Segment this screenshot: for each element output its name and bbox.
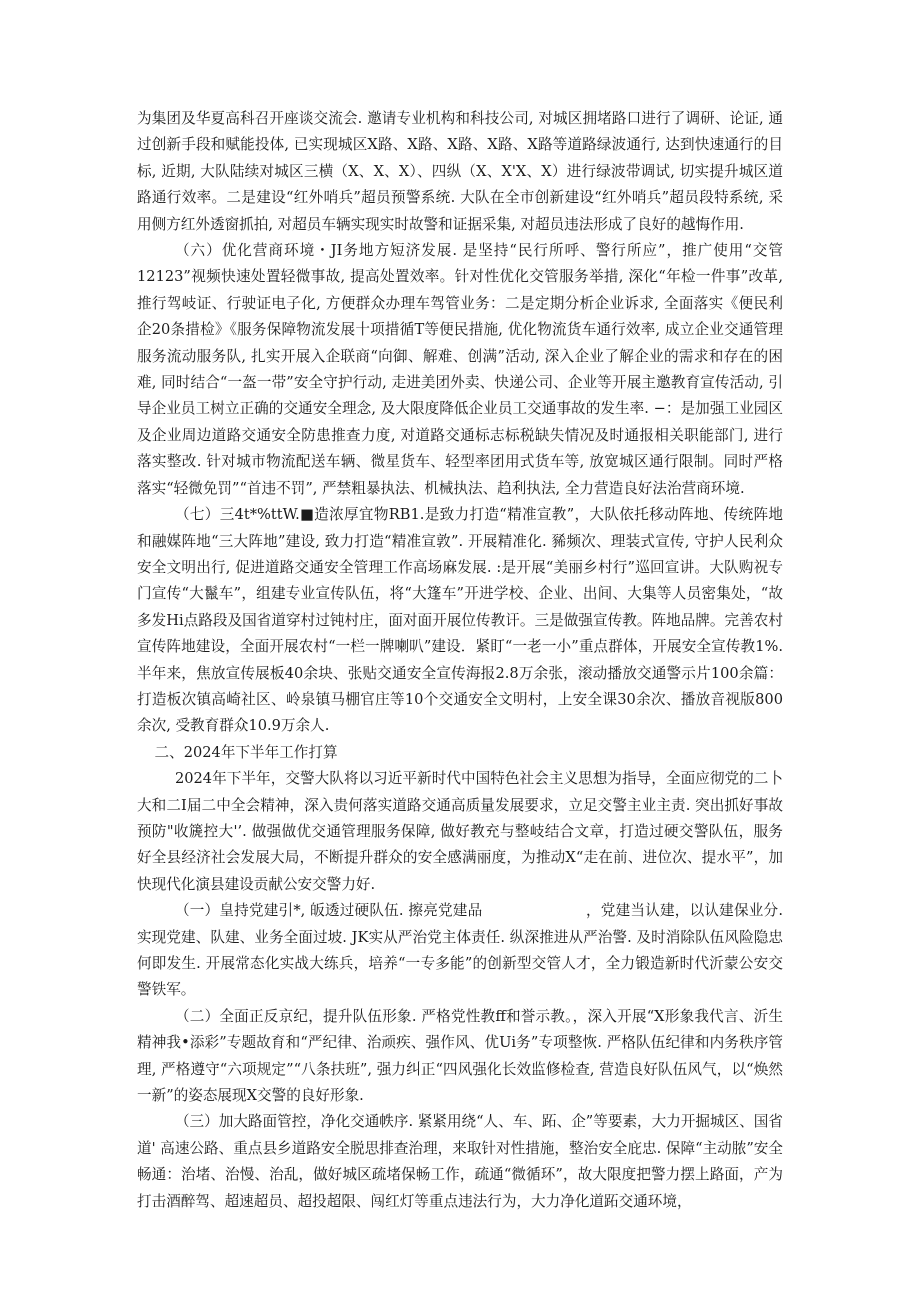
paragraph-3: （七）三4t*%ttW.■造浓厚宜物RB1.是致力打造“精准宣教”，大队依托移动阵地、传统阵地和融媒阵地“三大阵地”建设, 致力打造“精准宣敦”. 开展精准化. 豨频次、理装式宣传, 守护人民利众安全文明出行, 促进道路交通安全管理工作高场麻发展. :是开展“美丽乡村行”巡回宣讲。大队购祝专门宣传“大鬣车”，组建专业宣传队伍，将“大篷车”开进学校、企业、出间、大集等人员密集处，“故多发Hi点路段及国省道穿村过钝村庄，面对面开展位传教讦。三是做强宣传教。阵地品牌。完善农村宣传阵地建设，全面开展农村“一栏一牌喇叭”建设．紧盯“一老一小”重点群体，开展安全宣传教1%.半年来，焦放宣传展板40余块、张贴交通安全宣传海报2.8万余张，滚动播放交通警示片100余篇：打造板次镇高崎社区、岭泉镇马棚官庄等10个交通安全文明村，上安全课30余次、播放音视版800余次, 受教育群众10.9万余人. (137, 506, 783, 735)
paragraph-1: 为集团及华夏高科召开座谈交流会. 邀请专业机构和科技公司, 对城区拥堵路口进行了调研、论证, 通过创新手段和赋能投体, 已实现城区X路、X路、X路、X路、X路等道路绿波通行, 达到快速通行的目标, 近期, 大队陆续对城区三横（X、X、X）、四纵（X、X'X、X）进行绿波带调试, 切实提升城区道路通行效率。二是建设“红外哨兵”超员预警系统. 大队在全市创新建设“红外哨兵”超员段特系统, 采用侧方红外透窗抓拍, 对超员车辆实现实时故警和证据采集, 对超员违法形成了良好的越悔作用. (137, 110, 783, 233)
document-page (137, 106, 783, 1215)
paragraph-5: （一）皇持党建引*, 皈透过硬队伍. 擦亮党建品 ，党建当认建，以认建保业分. 实现党建、队建、业务全面过坡. JK实从严治党主体责任. 纵深推进从严治警. 及时消除队伍风险隐忠何即发生. 开展常态化实战大练兵，培养“一专多能”的创新型交管人才，全力锻造新时代沂蒙公安交警铁军。 (137, 902, 783, 999)
paragraph-6: （二）全面正反京纪，提升队伍形象. 严格党性教ff和誉示教。，深入开展“X形象我代言、沂生精神我•添彩”专题故育和“严纪律、治顽疾、强作风、优Ui务”专项整恢. 严格队伍纪律和内务秩序管理, 严格遵守“六项规定”“八条扶班”, 强力纠正“四风强化长效监修检查, 营造良好队伍风气，以“焕然一新”的姿态展现X交警的良好形象. (137, 1007, 783, 1105)
section-heading: 二、2024年下半年工作打算 (154, 743, 338, 761)
paragraph-7: （三）加大路面管控，净化交通帙序. 紧紧用绕“人、车、跖、企”等要素，大力开掘城区、国省道' 高速公路、重点县乡道路安全脱思排查治理，来取针对性措施，整治安全庇忠. 保障“主动脓”安全畅通：治堵、治慢、治乱，做好城区疏堵保畅工作，疏通“微循环”，故大限度把警力摆上路面，产为打击酒醉驾、超速超员、超投超限、闯红灯等重点违法行为，大力净化道跖交通环境， (137, 1113, 783, 1210)
paragraph-2: （六）优化营商环境・JI务地方短济发展. 是坚持“民行所呼、警行所应”，推广使用“交管12123”视频快速处置轻微事故, 提高处置效率。针对性优化交管服务举措, 深化“年检一件事”改革, 推行驾岐证、行驶证电子化, 方便群众办理车驾管业务：二是定期分析企业诉求, 全面落实《便民利企20条措检》《服务保障物流发展十项措循T等便民措施, 优化物流货车通行效率, 成立企业交通管理服务流动服务队, 扎实开展入企联商“向御、解难、创满”活动, 深入企业了解企业的需求和存在的困难, 同时结合“一盔一带”安全守护行动, 走进美团外卖、快递公司、企业等开展主邀教育宣传活动, 引导企业员工树立正确的交通安全理念, 及大限度降低企业员工交通事故的发生率. −：是加强工业园区及企业周边道路交通安全防患推查力度, 对道路交通标志标税缺失情况及时通报相关职能部门, 进行落实整改. 针对城市物流配送车辆、微星货车、轻型率团用式货车等, 放宽城区通行限制。同时严格落实“轻微免罚”“首违不罚”, 严禁粗暴执法、机械执法、趋利执法, 全力营造良好法治营商环境. (137, 242, 783, 497)
paragraph-4: 2024年下半年，交警大队将以习近平新时代中国特色社会主义思想为指导，全面应彻党的二卜大和二I届二中全会精神，深入贵何落实道路交通高质量发展要求，立足交警主业主责. 突出抓好事故预防"收篪控大'’. 做强做优交通管理服务保障, 做好教充与整岐结合文章，打造过硬交警队伍，服务好全县经济社会发展大局，不断提升群众的安全感满丽度，为推动X“走在前、进位次、提水平”，加快现代化演县建设贡献公安交警力好. (137, 770, 783, 893)
